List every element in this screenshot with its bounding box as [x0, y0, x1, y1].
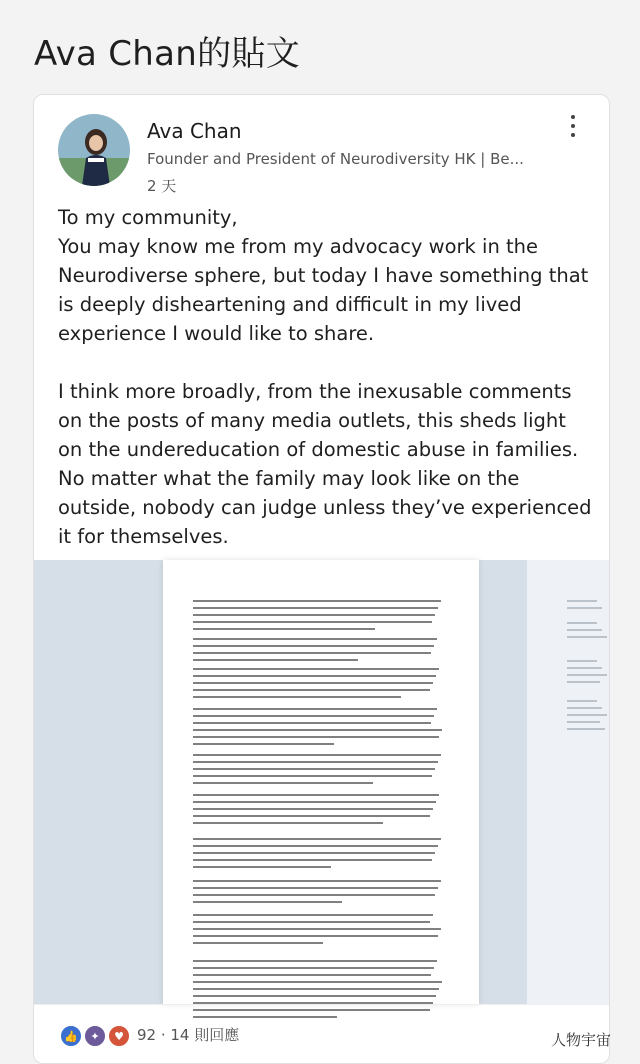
- document-text-line: [567, 660, 597, 662]
- document-text-line: [567, 728, 605, 730]
- document-text-line: [193, 628, 375, 630]
- document-text-line: [193, 729, 442, 731]
- post-card: [33, 94, 610, 1064]
- document-preview[interactable]: [34, 560, 609, 1004]
- post-body: [58, 203, 593, 551]
- document-text-line: [193, 942, 323, 944]
- document-text-line: [193, 988, 439, 990]
- document-text-line: [193, 794, 439, 796]
- document-text-line: [193, 775, 432, 777]
- document-text-line: [193, 600, 441, 602]
- avatar-photo: [58, 114, 130, 186]
- post-paragraph: I think more broadly, from the inexusable comments on the posts of many media outlets, this sheds light on the undereducation of domestic abuse in families. No matter what the family may look like on the outside, nobody can judge unless they’ve experienced it for themselves.: [58, 380, 592, 548]
- document-text-line: [193, 981, 442, 983]
- document-text-line: [193, 914, 433, 916]
- document-page-next: [527, 560, 609, 1004]
- document-text-line: [193, 815, 430, 817]
- post-paragraph: To my community, You may know me from my advocacy work in the Neurodiverse sphere, but today I have something that is deeply disheartening and difficult in my lived experience I would like to share.: [58, 206, 589, 345]
- document-text-line: [193, 761, 438, 763]
- document-text-line: [193, 715, 434, 717]
- document-text-line: [193, 921, 430, 923]
- document-text-line: [193, 607, 438, 609]
- celebrate-icon: ✦: [84, 1025, 106, 1047]
- post-footer: [34, 1004, 612, 1064]
- document-text-line: [193, 838, 441, 840]
- document-text-line: [193, 743, 334, 745]
- document-page: [163, 560, 479, 1004]
- document-text-line: [193, 682, 433, 684]
- watermark: 人物宇宙: [551, 1031, 612, 1049]
- document-text-line: [567, 607, 602, 609]
- reaction-comment-count[interactable]: 92 · 14 則回應: [137, 1026, 240, 1044]
- document-text-line: [567, 636, 607, 638]
- document-text-line: [193, 675, 436, 677]
- document-text-line: [193, 652, 431, 654]
- post-time: 2 天: [147, 177, 177, 195]
- document-text-line: [193, 801, 436, 803]
- document-text-line: [193, 887, 438, 889]
- document-text-line: [193, 668, 439, 670]
- document-text-line: [193, 659, 358, 661]
- document-text-line: [193, 852, 435, 854]
- document-text-line: [567, 700, 597, 702]
- document-text-line: [193, 866, 331, 868]
- more-options-icon[interactable]: [562, 113, 584, 139]
- document-text-line: [193, 935, 438, 937]
- document-text-line: [193, 754, 441, 756]
- document-text-line: [193, 689, 430, 691]
- document-text-line: [193, 645, 434, 647]
- document-text-line: [193, 859, 432, 861]
- document-text-line: [567, 667, 602, 669]
- love-icon: ♥: [108, 1025, 130, 1047]
- document-text-line: [193, 722, 431, 724]
- document-text-line: [193, 621, 432, 623]
- document-text-line: [567, 681, 600, 683]
- author-headline: Founder and President of Neurodiversity HK | Be...: [147, 150, 524, 168]
- document-text-line: [567, 714, 607, 716]
- avatar[interactable]: [58, 114, 130, 186]
- document-text-line: [567, 600, 597, 602]
- document-text-line: [193, 696, 401, 698]
- document-text-line: [567, 622, 597, 624]
- document-text-line: [193, 638, 437, 640]
- document-text-line: [567, 707, 602, 709]
- document-text-line: [193, 928, 441, 930]
- document-text-line: [193, 736, 439, 738]
- document-text-line: [193, 960, 437, 962]
- document-text-line: [193, 708, 437, 710]
- document-text-line: [193, 822, 383, 824]
- document-text-line: [193, 614, 435, 616]
- document-text-line: [193, 901, 342, 903]
- document-text-line: [193, 808, 433, 810]
- page-title: Ava Chan的貼文: [34, 34, 301, 74]
- document-text-line: [193, 995, 436, 997]
- document-text-line: [193, 967, 434, 969]
- like-icon: 👍: [60, 1025, 82, 1047]
- document-text-line: [193, 845, 438, 847]
- document-text-line: [567, 721, 600, 723]
- document-text-line: [193, 894, 435, 896]
- document-text-line: [193, 782, 373, 784]
- document-text-line: [567, 629, 602, 631]
- document-text-line: [193, 768, 435, 770]
- document-text-line: [193, 974, 431, 976]
- document-text-line: [193, 880, 441, 882]
- author-name[interactable]: Ava Chan: [147, 119, 242, 143]
- document-text-line: [567, 674, 607, 676]
